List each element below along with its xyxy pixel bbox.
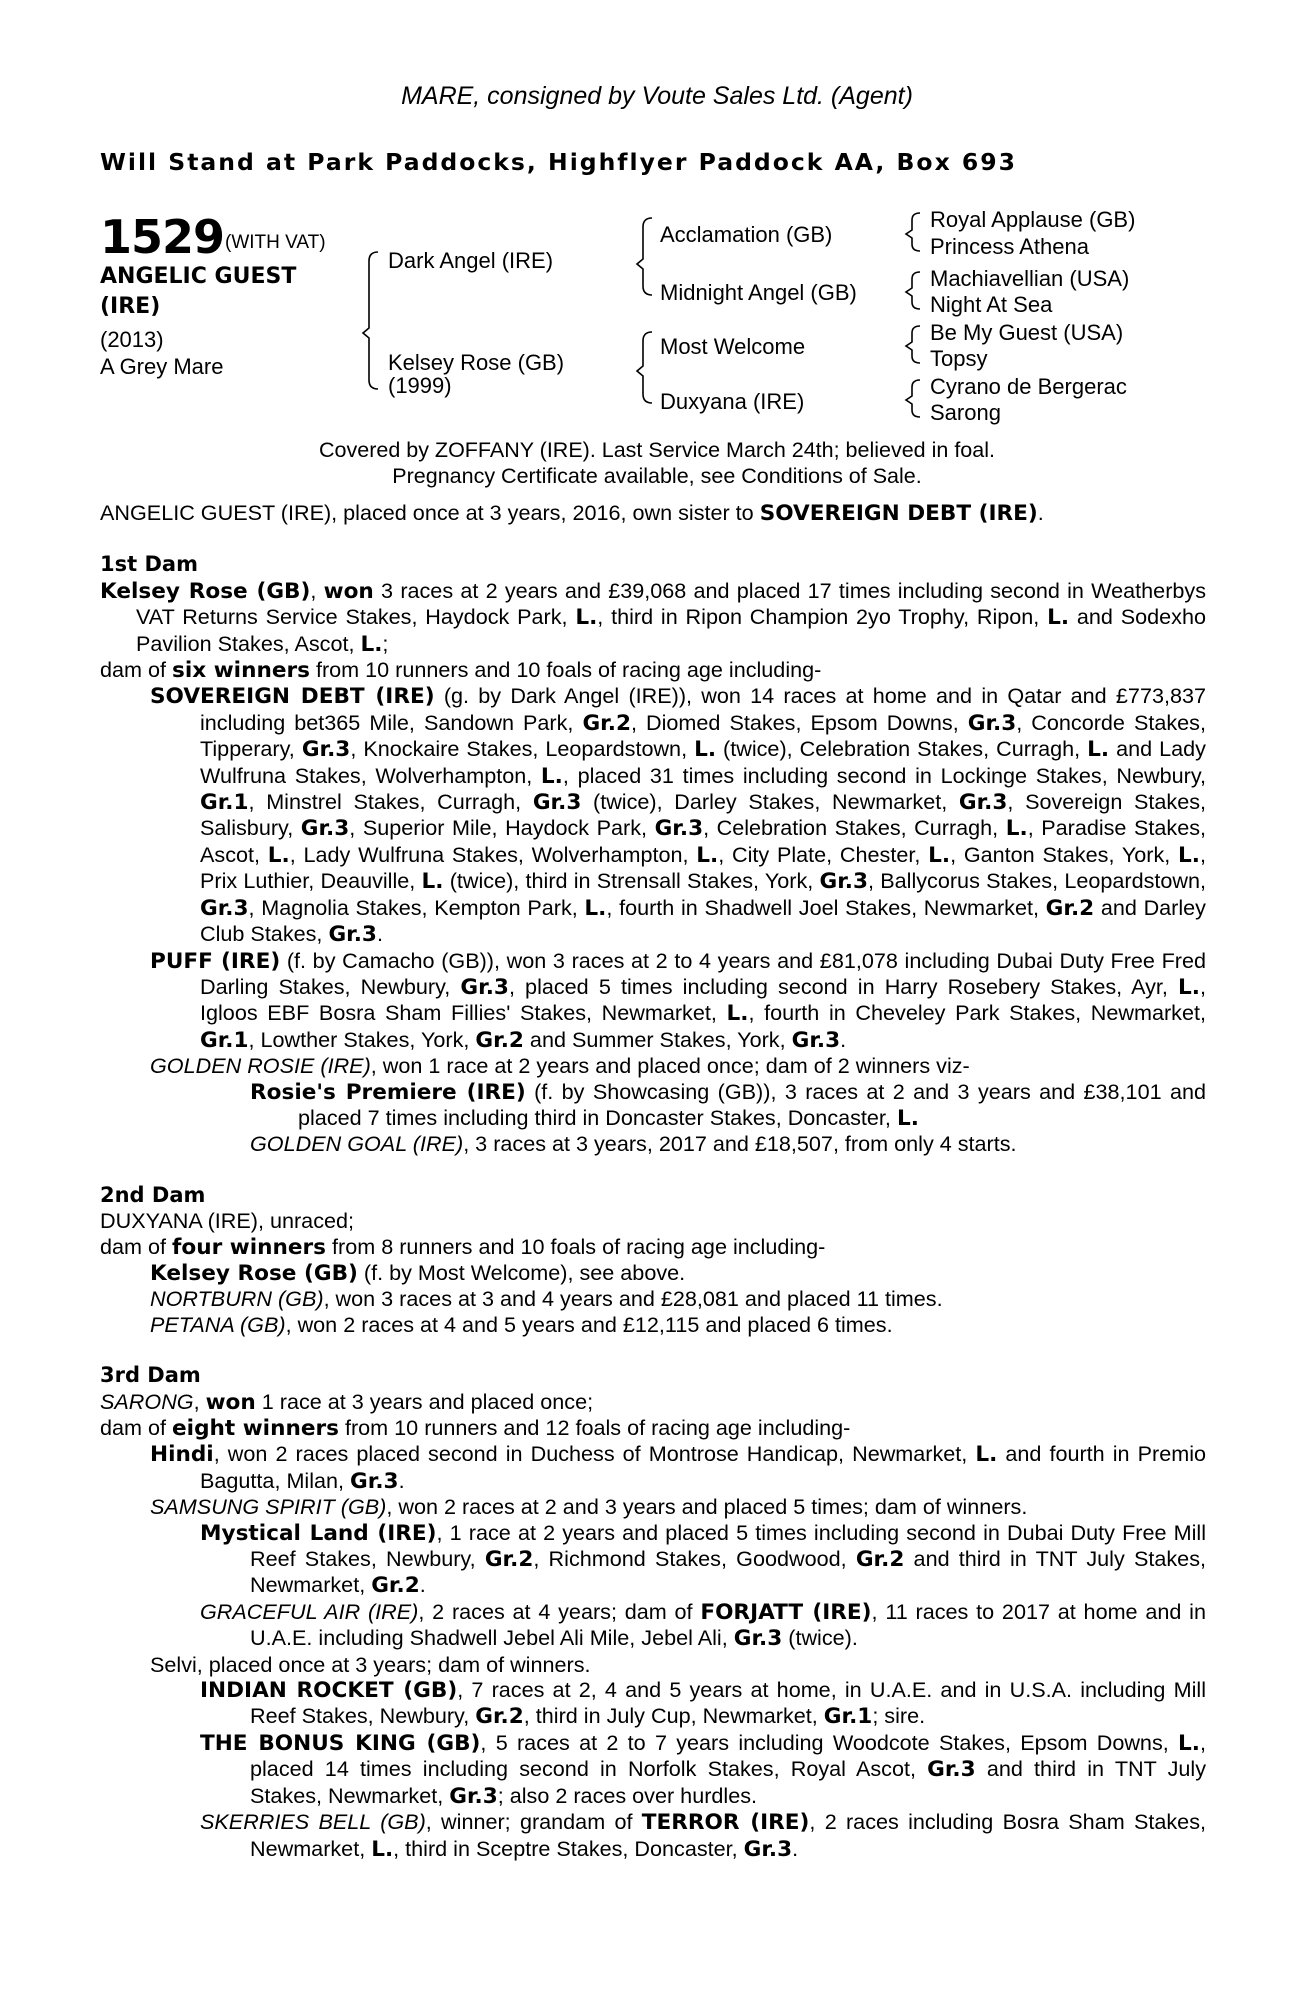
text-run: L.: [371, 1836, 394, 1862]
third-dam-heading: 3rd Dam: [100, 1363, 201, 1388]
text-run: DUXYANA (IRE), unraced;: [100, 1208, 355, 1234]
text-run: L.: [696, 842, 719, 868]
horse-name-suffix: (IRE): [100, 294, 161, 319]
text-run: L.: [421, 869, 444, 895]
text-run: Hindi: [150, 1442, 214, 1468]
text-run: , placed 5 times including second in Harry Rosebery Stakes, Ayr,: [508, 973, 1179, 999]
entry-golden-goal: [100, 1131, 1206, 1156]
text-run: Gr.3: [927, 1757, 976, 1783]
text-run: Gr.3: [532, 790, 582, 816]
text-run: (g. by Dark Angel (IRE)), won 14 races at home and in Qatar and £773,837 including bet365 Mile, Sandown Park,: [200, 683, 1206, 735]
text-run: (twice), Celebration Stakes, Curragh,: [716, 736, 1088, 762]
text-run: (twice).: [782, 1625, 858, 1651]
text-run: L.: [1005, 816, 1028, 842]
third-dam-sarong: [100, 1389, 1206, 1415]
entry-petana: [100, 1312, 1206, 1337]
second-dam-produce-summary: [100, 1234, 1206, 1260]
text-run: Gr.2: [475, 1027, 524, 1053]
text-run: L.: [928, 842, 951, 868]
pedigree-sss: Royal Applause (GB): [930, 207, 1136, 232]
text-run: 3 races at 2 years and £39,068 and placed 17 times including second in Weatherbys VAT Returns Service Stakes, Haydock Park,: [136, 577, 1206, 630]
text-run: L.: [267, 842, 290, 868]
text-run: .: [840, 1026, 847, 1052]
text-run: , won 2 races at 2 and 3 years and placed 5 times; dam of winners.: [386, 1494, 1028, 1520]
text-run: Gr.3: [958, 790, 1008, 816]
text-run: Gr.3: [819, 869, 869, 895]
text-run: Kelsey Rose (GB): [100, 578, 311, 604]
text-run: Gr.2: [582, 710, 631, 736]
text-run: , 1 race at 2 years and placed 5 times including second in Dubai Duty Free Mill Reef Stakes, Newbury,: [250, 1519, 1206, 1572]
text-run: , fourth in Cheveley Park Stakes, Newmarket,: [748, 1000, 1206, 1026]
text-run: .: [419, 1572, 426, 1598]
entry-nortburn: [100, 1286, 1206, 1311]
text-run: Gr.1: [823, 1704, 873, 1730]
pedigree-dam-year: (1999): [388, 373, 452, 398]
text-run: , 2 races including Bosra Sham Stakes, Newmarket,: [250, 1809, 1206, 1861]
pedigree-dds: Cyrano de Bergerac: [930, 374, 1127, 399]
text-run: eight winners: [172, 1416, 339, 1441]
text-run: dam of: [100, 657, 173, 683]
text-run: and fourth in Premio Bagutta, Milan,: [200, 1441, 1207, 1493]
text-run: (f. by Showcasing (GB)), 3 races at 2 and 3 years and £38,101 and placed 7 times including third in Doncaster Stakes, Doncaster,: [298, 1078, 1206, 1130]
text-run: Gr.3: [200, 895, 249, 921]
text-run: Gr.1: [200, 790, 249, 816]
consignor-line: MARE, consigned by Voute Sales Ltd. (Agent): [401, 82, 913, 110]
entry-puff: [100, 948, 1206, 1054]
first-dam-produce-summary: [100, 657, 1206, 683]
text-run: Gr.3: [350, 1468, 399, 1494]
pedigree-sdd: Night At Sea: [930, 292, 1053, 317]
text-run: L.: [1087, 737, 1110, 763]
text-run: , third in July Cup, Newmarket,: [523, 1703, 824, 1729]
text-run: , won 2 races at 4 and 5 years and £12,115 and placed 6 times.: [285, 1311, 893, 1337]
pedigree-ssd: Princess Athena: [930, 234, 1089, 259]
text-run: , City Plate, Chester,: [718, 841, 929, 867]
text-run: , won 2 races placed second in Duchess of Montrose Handicap, Newmarket,: [213, 1441, 976, 1467]
entry-graceful-air: [100, 1599, 1206, 1652]
text-run: (twice), third in Strensall Stakes, York,: [443, 868, 820, 894]
text-run: ; also 2 races over hurdles.: [497, 1782, 758, 1808]
text-run: Gr.1: [200, 1027, 249, 1053]
text-run: GRACEFUL AIR (IRE): [200, 1598, 419, 1624]
pregnancy-note: Pregnancy Certificate available, see Conditions of Sale.: [392, 464, 922, 488]
text-run: GOLDEN ROSIE (IRE): [150, 1053, 371, 1079]
text-run: L.: [575, 605, 598, 631]
text-run: won: [205, 1389, 256, 1415]
entry-indian-rocket: [100, 1677, 1206, 1730]
intro-paragraph: ANGELIC GUEST (IRE), placed once at 3 years, 2016, own sister to SOVEREIGN DEBT (IRE).: [100, 500, 1044, 526]
text-run: ,: [310, 577, 324, 603]
second-dam-duxyana: [100, 1208, 1206, 1233]
text-run: Kelsey Rose (GB): [150, 1260, 358, 1286]
text-run: , won 1 race at 2 years and placed once; dam of 2 winners viz-: [370, 1053, 970, 1079]
vat-label: (WITH VAT): [225, 232, 326, 253]
horse-description: A Grey Mare: [100, 354, 224, 379]
text-run: , Lowther Stakes, York,: [248, 1026, 476, 1052]
text-run: .: [376, 921, 383, 947]
text-run: Gr.2: [855, 1547, 905, 1573]
text-run: , Paradise Stakes, Ascot,: [200, 815, 1206, 867]
text-run: GOLDEN GOAL (IRE): [250, 1131, 464, 1157]
pedigree-dam-dam: Duxyana (IRE): [660, 389, 805, 414]
text-run: (twice), Darley Stakes, Newmarket,: [581, 789, 959, 815]
text-run: Gr.3: [301, 737, 351, 763]
catalogue-text: [100, 500, 1206, 1862]
entry-golden-rosie: [100, 1053, 1206, 1078]
text-run: , Lady Wulfruna Stakes, Wolverhampton,: [289, 841, 697, 867]
text-run: and Sodexho Pavilion Stakes, Ascot,: [136, 604, 1206, 656]
text-run: , 5 races at 2 to 7 years including Woodcote Stakes, Epsom Downs,: [480, 1729, 1179, 1755]
text-run: , Magnolia Stakes, Kempton Park,: [248, 894, 585, 920]
text-run: TERROR (IRE): [641, 1810, 810, 1836]
text-run: L.: [726, 1001, 749, 1027]
third-dam-produce-summary: [100, 1415, 1206, 1441]
text-run: , third in Sceptre Stakes, Doncaster,: [393, 1835, 744, 1861]
text-run: dam of: [100, 1415, 173, 1440]
text-run: , Knockaire Stakes, Leopardstown,: [350, 736, 695, 762]
entry-rosies-premiere: [100, 1079, 1206, 1132]
text-run: L.: [1178, 1730, 1200, 1756]
text-run: , Sovereign Stakes, Salisbury,: [200, 789, 1207, 841]
entry-samsung-spirit: [100, 1494, 1206, 1519]
text-run: won: [323, 578, 374, 604]
text-run: Gr.2: [475, 1704, 524, 1730]
text-run: L.: [975, 1442, 998, 1468]
text-run: Gr.2: [484, 1547, 534, 1573]
text-run: , won 3 races at 3 and 4 years and £28,081 and placed 11 times.: [323, 1286, 943, 1312]
text-run: PETANA (GB): [150, 1311, 286, 1337]
text-run: SARONG: [100, 1388, 194, 1414]
entry-skerries-bell: [100, 1809, 1206, 1862]
text-run: , Diomed Stakes, Epsom Downs,: [630, 709, 968, 735]
text-run: , Prix Luthier, Deauville,: [200, 841, 1206, 894]
entry-hindi: [100, 1441, 1206, 1494]
text-run: , Minstrel Stakes, Curragh,: [248, 789, 533, 815]
entry-mystical-land: [100, 1520, 1206, 1599]
entry-selvi: [100, 1652, 1206, 1677]
text-run: L.: [896, 1105, 919, 1131]
text-run: four winners: [172, 1234, 327, 1260]
text-run: L.: [1178, 974, 1200, 1000]
text-run: L.: [1178, 842, 1200, 868]
pedigree-dam-sire: Most Welcome: [660, 334, 806, 359]
stabling-line: Will Stand at Park Paddocks, Highflyer Paddock AA, Box 693: [100, 148, 1017, 176]
text-run: Gr.2: [371, 1573, 420, 1599]
pedigree-sds: Machiavellian (USA): [930, 266, 1130, 291]
text-run: L.: [694, 737, 717, 763]
text-run: Gr.3: [791, 1027, 841, 1053]
text-run: , Celebration Stakes, Curragh,: [703, 815, 1006, 841]
text-run: Rosie's Premiere (IRE): [250, 1079, 526, 1105]
text-run: from 10 runners and 12 foals of racing age including-: [338, 1415, 851, 1440]
text-run: NORTBURN (GB): [150, 1286, 324, 1312]
text-run: SOVEREIGN DEBT (IRE): [150, 684, 435, 710]
text-run: SKERRIES BELL (GB): [200, 1809, 426, 1835]
entry-sovereign-debt: [100, 683, 1206, 947]
text-run: , 3 races at 3 years, 2017 and £18,507, from only 4 starts.: [463, 1131, 1017, 1157]
text-run: , Superior Mile, Haydock Park,: [349, 815, 655, 841]
text-run: Gr.3: [460, 974, 509, 1000]
text-run: L.: [584, 895, 607, 921]
text-run: .: [398, 1467, 405, 1493]
text-run: L.: [540, 763, 563, 789]
covered-note: Covered by ZOFFANY (IRE). Last Service March 24th; believed in foal.: [319, 438, 995, 462]
text-run: , placed 14 times including second in Norfolk Stakes, Royal Ascot,: [250, 1729, 1206, 1782]
text-run: , fourth in Shadwell Joel Stakes, Newmarket,: [606, 894, 1046, 920]
text-run: Selvi, placed once at 3 years; dam of winners.: [150, 1651, 591, 1677]
text-run: L.: [360, 631, 383, 657]
text-run: L.: [1047, 605, 1070, 631]
text-run: , Concorde Stakes, Tipperary,: [200, 709, 1206, 762]
text-run: (f. by Camacho (GB)), won 3 races at 2 to 4 years and £81,078 including Dubai Duty Free Fred Darling Stakes, Newbury,: [200, 947, 1206, 999]
text-run: ; sire.: [872, 1703, 926, 1729]
entry-the-bonus-king: [100, 1730, 1206, 1809]
text-run: , winner; grandam of: [425, 1809, 642, 1835]
text-run: and Darley Club Stakes,: [200, 894, 1206, 947]
pedigree-dam: Kelsey Rose (GB): [388, 350, 565, 375]
foaling-year: (2013): [100, 327, 164, 352]
pedigree-sire: Dark Angel (IRE): [388, 248, 554, 273]
text-run: FORJATT (IRE): [700, 1599, 872, 1625]
text-run: 1 race at 3 years and placed once;: [255, 1388, 594, 1414]
text-run: PUFF (IRE): [150, 948, 281, 974]
second-dam-heading: 2nd Dam: [100, 1182, 206, 1207]
pedigree-dss: Be My Guest (USA): [930, 320, 1124, 345]
lot-number: 1529: [100, 210, 225, 264]
first-dam-kelsey-rose: [100, 578, 1206, 657]
text-run: Gr.3: [733, 1626, 783, 1652]
pedigree-ddd: Sarong: [930, 400, 1001, 425]
pedigree-dsd: Topsy: [930, 346, 988, 371]
text-run: , Ballycorus Stakes, Leopardstown,: [868, 868, 1206, 894]
text-run: dam of: [100, 1233, 173, 1259]
text-run: SAMSUNG SPIRIT (GB): [150, 1494, 387, 1520]
first-dam-heading: 1st Dam: [100, 552, 198, 577]
text-run: six winners: [172, 658, 310, 684]
text-run: Mystical Land (IRE): [200, 1520, 437, 1546]
text-run: Gr.3: [743, 1836, 793, 1862]
horse-name: ANGELIC GUEST: [100, 264, 297, 289]
text-run: Gr.3: [300, 816, 350, 842]
text-run: , placed 31 times including second in Lockinge Stakes, Newbury,: [562, 762, 1207, 788]
pedigree-sire-dam: Midnight Angel (GB): [660, 280, 857, 305]
text-run: INDIAN ROCKET (GB): [200, 1678, 458, 1704]
text-run: and third in TNT July Stakes, Newmarket,: [250, 1546, 1206, 1598]
text-run: and Lady Wulfruna Stakes, Wolverhampton,: [200, 736, 1206, 788]
text-run: and Summer Stakes, York,: [523, 1026, 792, 1052]
text-run: Gr.3: [328, 922, 377, 948]
text-run: Gr.3: [449, 1783, 498, 1809]
text-run: , 7 races at 2, 4 and 5 years at home, in U.A.E. and in U.S.A. including Mill Reef Stakes, Newbury,: [250, 1677, 1206, 1729]
text-run: , Igloos EBF Bosra Sham Fillies' Stakes, Newmarket,: [200, 973, 1206, 1026]
text-run: ;: [382, 630, 389, 656]
text-run: Gr.3: [967, 710, 1017, 736]
text-run: and third in TNT July Stakes, Newmarket,: [250, 1756, 1207, 1808]
text-run: Gr.2: [1045, 895, 1095, 921]
text-run: , Richmond Stakes, Goodwood,: [533, 1546, 856, 1572]
text-run: , 2 races at 4 years; dam of: [418, 1598, 701, 1624]
text-run: (f. by Most Welcome), see above.: [357, 1259, 686, 1285]
text-run: , Ganton Stakes, York,: [950, 841, 1179, 867]
text-run: ,: [193, 1388, 206, 1414]
text-run: Gr.3: [654, 816, 704, 842]
text-run: .: [792, 1835, 799, 1861]
text-run: , 11 races to 2017 at home and in U.A.E. including Shadwell Jebel Ali Mile, Jebel Ali,: [250, 1598, 1206, 1651]
pedigree-sire-sire: Acclamation (GB): [660, 222, 833, 247]
text-run: from 10 runners and 10 foals of racing age including-: [309, 657, 822, 683]
entry-kelsey-rose: [100, 1260, 1206, 1286]
text-run: from 8 runners and 10 foals of racing age including-: [326, 1233, 826, 1259]
text-run: THE BONUS KING (GB): [200, 1730, 481, 1756]
text-run: , third in Ripon Champion 2yo Trophy, Ripon,: [597, 604, 1048, 630]
